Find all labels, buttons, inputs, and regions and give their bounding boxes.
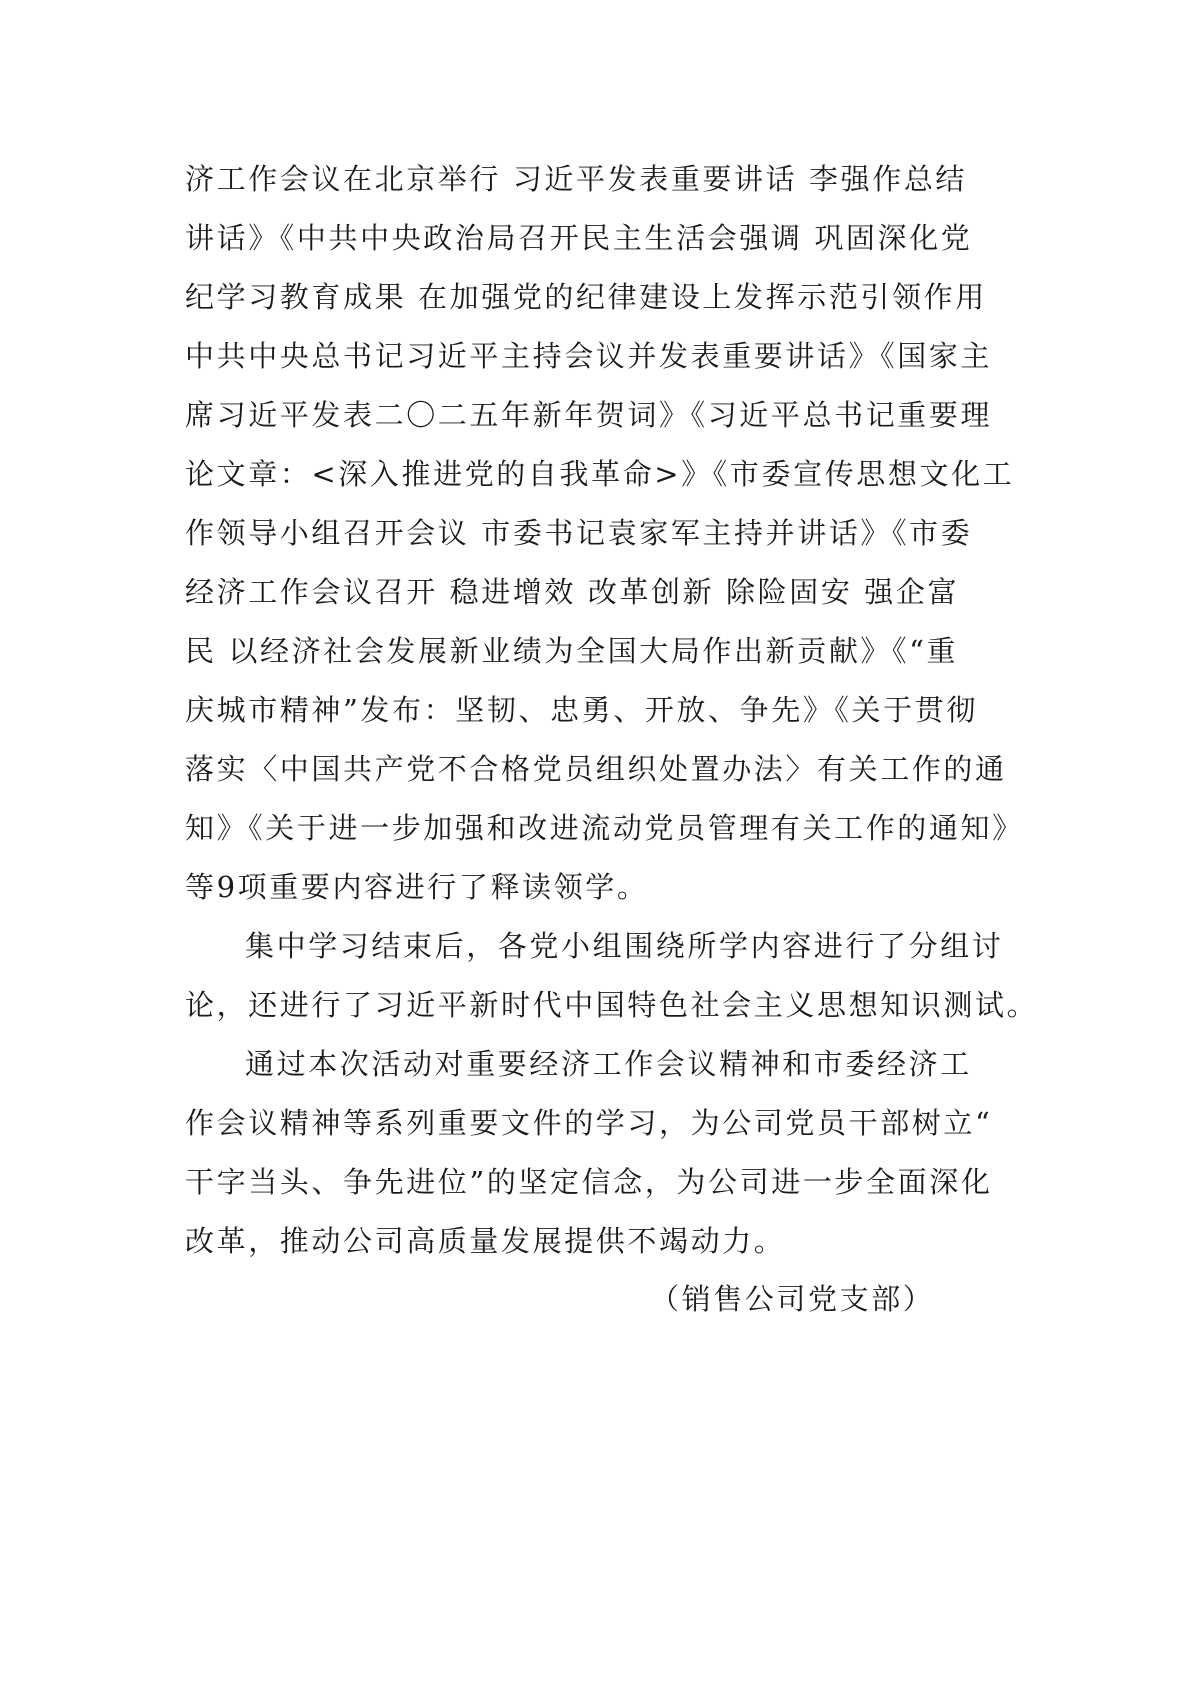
text-line: 改革，推动公司高质量发展提供不竭动力。 xyxy=(185,1224,786,1258)
text-line: 席习近平发表二〇二五年新年贺词》《习近平总书记重要理 xyxy=(185,398,993,432)
text-line: 济工作会议在北京举行 习近平发表重要讲话 李强作总结 xyxy=(185,162,968,196)
text-line: 干字当头、争先进位”的坚定信念，为公司进一步全面深化 xyxy=(185,1165,993,1199)
text-line: 民 以经济社会发展新业绩为全国大局作出新贡献》《“重 xyxy=(185,634,959,668)
text-line: 等9项重要内容进行了释读领学。 xyxy=(185,870,649,904)
text-line: 中共中央总书记习近平主持会议并发表重要讲话》《国家主 xyxy=(185,339,993,373)
text-line: 讲话》《中共中央政治局召开民主生活会强调 巩固深化党 xyxy=(185,221,973,255)
text-line: 知》《关于进一步加强和改进流动党员管理有关工作的通知》 xyxy=(185,811,1024,845)
text-line: 庆城市精神”发布：坚韧、忠勇、开放、争先》《关于贯彻 xyxy=(185,693,978,727)
text-line: 纪学习教育成果 在加强党的纪律建设上发挥示范引领作用 xyxy=(185,280,987,314)
paragraph-start-line: 集中学习结束后，各党小组围绕所学内容进行了分组讨 xyxy=(245,929,1004,963)
text-line: 论文章：<深入推进党的自我革命>》《市委宣传思想文化工 xyxy=(185,457,1015,491)
paragraph-start-line: 通过本次活动对重要经济工作会议精神和市委经济工 xyxy=(245,1047,972,1081)
document-body xyxy=(185,150,1045,1271)
text-line: 作领导小组召开会议 市委书记袁家军主持并讲话》《市委 xyxy=(185,516,973,550)
text-line: 经济工作会议召开 稳进增效 改革创新 除险固安 强企富 xyxy=(185,575,960,609)
text-line: 论，还进行了习近平新时代中国特色社会主义思想知识测试。 xyxy=(185,988,1039,1022)
text-line: 落实〈中国共产党不合格党员组织处置办法〉有关工作的通 xyxy=(185,752,1007,786)
text-line: 作会议精神等系列重要文件的学习，为公司党员干部树立“ xyxy=(185,1106,993,1140)
signature-line: （销售公司党支部） xyxy=(650,1282,935,1316)
